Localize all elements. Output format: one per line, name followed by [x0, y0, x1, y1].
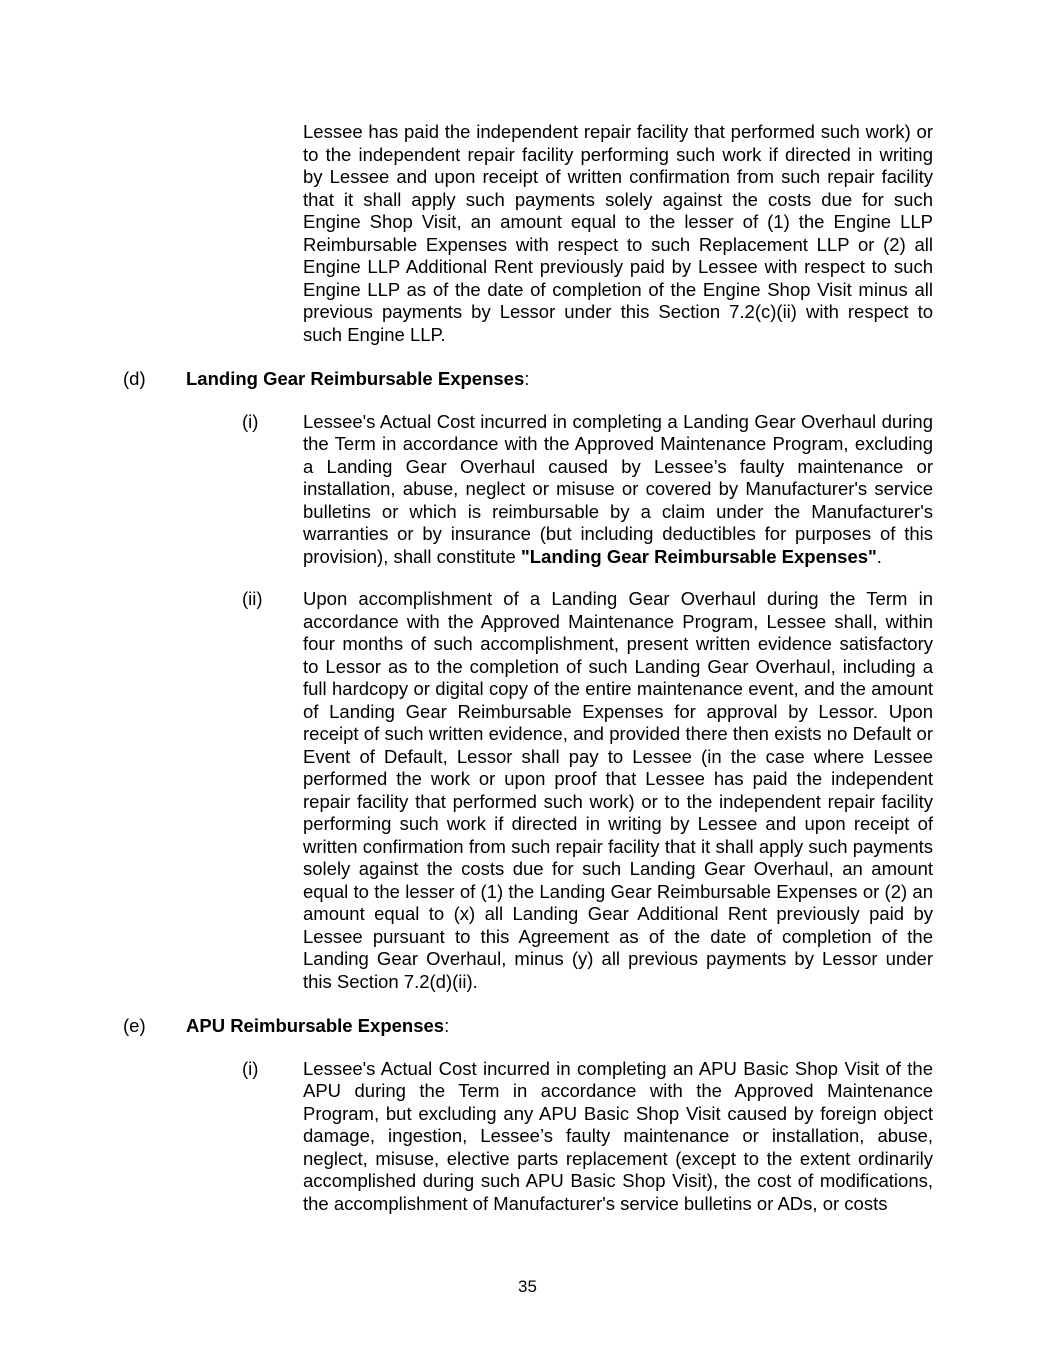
section-d-heading	[123, 368, 933, 391]
item-d-i-label: (i)	[242, 410, 259, 432]
section-e-heading	[123, 1015, 933, 1038]
item-e-i	[242, 1058, 933, 1216]
item-e-i-text: Lessee's Actual Cost incurred in completing an APU Basic Shop Visit of the APU during the Term in accordance with the Approved Maintenance Program, but excluding any APU Basic Shop Visit caused by foreign object damage, ingestion, Lessee’s faulty maintenance or installation, abuse, neglect, misuse, elective parts replacement (except to the extent ordinarily accomplished during such APU Basic Shop Visit), the cost of modifications, the accomplishment of Manufacturer's service bulletins or ADs, or costs	[303, 1057, 933, 1214]
section-d-title-wrap	[186, 368, 529, 391]
section-d-label: (d)	[123, 368, 146, 389]
document-body	[123, 121, 933, 1215]
item-d-i	[242, 411, 933, 569]
section-e-title-wrap	[186, 1015, 449, 1038]
section-e-title: APU Reimbursable Expenses	[186, 1015, 445, 1036]
item-d-ii	[242, 588, 933, 993]
section-e-title-colon: :	[444, 1015, 450, 1036]
item-d-ii-label: (ii)	[242, 588, 263, 609]
section-d-title-colon: :	[524, 368, 530, 389]
section-d-title: Landing Gear Reimbursable Expenses	[186, 368, 525, 389]
page-number: 35	[518, 1277, 537, 1296]
item-d-ii-text: Upon accomplishment of a Landing Gear Overhaul during the Term in accordance with the Approved Maintenance Program, Lessee shall, within four months of such accomplishment, present written evidence satisfactory to Lessor as to the completion of such Landing Gear Overhaul, including a full hardcopy or digital copy of the entire maintenance event, and the amount of Landing Gear Reimbursable Expenses for approval by Lessor. Upon receipt of such written evidence, and provided there then exists no Default or Event of Default, Lessor shall pay to Lessee (in the case where Lessee performed the work or upon proof that Lessee has paid the independent repair facility that performed such work) or to the independent repair facility performing such work if directed in writing by Lessee and upon receipt of written confirmation from such repair facility that it shall apply such payments solely against the costs due for such Landing Gear Overhaul, an amount equal to the lesser of (1) the Landing Gear Reimbursable Expenses or (2) an amount equal to (x) all Landing Gear Additional Rent previously paid by Lessee pursuant to this Agreement as of the date of completion of the Landing Gear Overhaul, minus (y) all previous payments by Lessor under this Section 7.2(d)(ii).	[303, 588, 933, 992]
item-d-i-defined-term: "Landing Gear Reimbursable Expenses"	[521, 545, 877, 567]
item-d-i-text-before: Lessee's Actual Cost incurred in completing a Landing Gear Overhaul during the Term in accordance with the Approved Maintenance Program, excluding a Landing Gear Overhaul caused by Lessee’s faulty maintenance or installation, abuse, neglect or misuse or covered by Manufacturer's service bulletins or which is reimbursable by a claim under the Manufacturer's warranties or by insurance (but including deductibles for purposes of this provision), shall constitute	[303, 410, 933, 567]
paragraph-continuation: Lessee has paid the independent repair facility that performed such work) or to the independent repair facility performing such work if directed in writing by Lessee and upon receipt of written confirmation from such repair facility that it shall apply such payments solely against the costs due for such Engine Shop Visit, an amount equal to the lesser of (1) the Engine LLP Reimbursable Expenses with respect to such Replacement LLP or (2) all Engine LLP Additional Rent previously paid by Lessee with respect to such Engine LLP as of the date of completion of the Engine Shop Visit minus all previous payments by Lessor under this Section 7.2(c)(ii) with respect to such Engine LLP.	[303, 121, 933, 345]
item-d-i-text	[303, 411, 933, 569]
item-d-i-text-after: .	[876, 545, 882, 567]
section-e-label: (e)	[123, 1015, 146, 1036]
item-e-i-label: (i)	[242, 1057, 259, 1079]
